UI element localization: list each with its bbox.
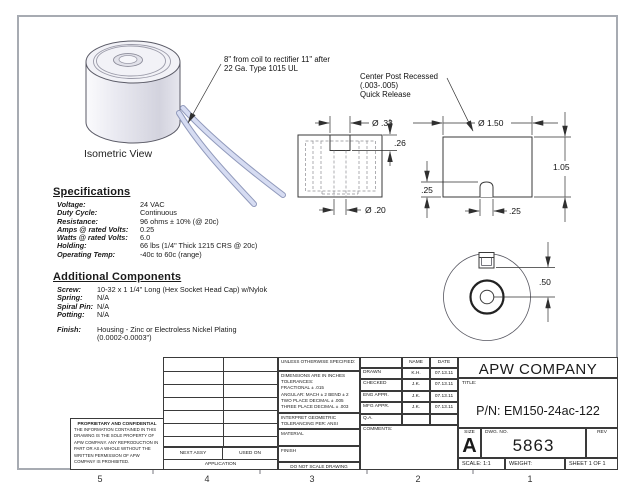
dim-height: 1.05 <box>553 162 570 172</box>
weight-cell: WEIGHT: <box>505 458 565 470</box>
svg-text:(.003-.005): (.003-.005) <box>360 81 399 90</box>
next-assy-cell: NEXT ASSY <box>163 447 223 460</box>
approval-name: K.H. <box>402 368 430 379</box>
approval-role: MFG APPR. <box>360 402 402 413</box>
company-name-cell: APW COMPANY <box>458 357 618 378</box>
component-row: Spiral Pin: N/A <box>57 301 110 311</box>
approval-date: 07.13.11 <box>430 379 458 390</box>
approval-role: DRAWN <box>360 368 402 379</box>
svg-text:Quick Release: Quick Release <box>360 90 411 99</box>
approval-date: 07.13.11 <box>430 368 458 379</box>
zone-mark-4: 4 <box>204 474 210 484</box>
approval-header-name: NAME <box>402 357 430 368</box>
revision-grid <box>163 357 278 447</box>
dim-bore-depth: .26 <box>394 138 406 148</box>
spec-row: Operating Temp: -40c to 60c (range) <box>57 249 202 259</box>
comments-cell: COMMENTS: <box>360 425 458 470</box>
dim-post-height: .25 <box>421 185 433 195</box>
finish-cell: FINISH <box>278 446 360 462</box>
additional-components-section <box>44 271 267 343</box>
application-cell: APPLICATION <box>163 459 278 470</box>
svg-text:Center Post Recessed: Center Post Recessed <box>360 72 439 81</box>
dwg-no-cell: DWG. NO. 5863 <box>481 428 586 458</box>
rev-cell: REV <box>586 428 618 458</box>
specifications-heading: Specifications <box>53 186 131 198</box>
dim-hole-dia: Ø .20 <box>365 205 386 215</box>
dim-outer-dia: Ø 1.50 <box>478 118 504 128</box>
approval-role: Q.A. <box>360 414 402 425</box>
part-number: P/N: EM150-24ac-122 <box>476 404 600 419</box>
interpret-geometric-cell: INTERPRET GEOMETRIC TOLERANCING PER: ANSI <box>278 413 360 429</box>
additional-components-heading: Additional Components <box>53 271 182 283</box>
finish-row-2: (0.0002-0.0003") <box>97 333 152 343</box>
title-label: TITLE: <box>462 381 477 386</box>
dim-bore-dia: Ø .33 <box>372 118 393 128</box>
material-cell: MATERIAL <box>278 429 360 446</box>
spec-row: Amps @ rated Volts: 0.25 <box>57 224 155 234</box>
svg-text:22 Ga. Type 1015 UL: 22 Ga. Type 1015 UL <box>224 64 298 73</box>
used-on-cell: USED ON <box>222 447 278 460</box>
tolerance-notes-cell: DIMENSIONS ARE IN INCHES TOLERANCES: FRACTIONAL ± .015 ANGULAR: MACH ± 2 BEND ± 2 TWO PLACE DECIMAL ± .005 THREE PLACE DECIMAL ± .003 <box>278 371 360 413</box>
component-row: Screw: 10-32 x 1 1/4" Long (Hex Socket Head Cap) w/Nylok <box>57 285 268 294</box>
spec-row: Resistance: 96 ohms ± 10% (@ 20c) <box>57 216 219 226</box>
proprietary-note: PROPRIETARY AND CONFIDENTIAL THE INFORMATION CONTAINED IN THIS DRAWING IS THE SOLE PROPERTY OF APW COMPANY. ANY REPRODUCTION IN PART OR AS A WHOLE WITHOUT THE WRITTEN PERMISSION OF APW COMPANY IS PROHIBITED. <box>70 418 164 470</box>
side-view <box>413 112 571 222</box>
wire-note <box>188 55 330 123</box>
approval-name: J.K. <box>402 391 430 402</box>
specifications-section <box>44 186 257 259</box>
component-row: Potting: N/A <box>57 309 110 319</box>
do-not-scale-cell: DO NOT SCALE DRAWING <box>278 462 360 470</box>
approval-role: CHECKED <box>360 379 402 390</box>
size-cell: SIZE A <box>458 428 481 458</box>
bottom-view <box>444 242 556 341</box>
zone-mark-1: 1 <box>527 474 533 484</box>
dim-post-offset: .50 <box>539 277 551 287</box>
spec-row: Voltage: 24 VAC <box>57 200 165 209</box>
approval-date <box>430 414 458 425</box>
approval-role: ENG APPR. <box>360 391 402 402</box>
sheet-cell: SHEET 1 OF 1 <box>565 458 618 470</box>
approval-header-role <box>360 357 402 368</box>
section-view <box>298 116 406 215</box>
finish-row: Finish: Housing - Zinc or Electroless Nickel Plating <box>57 325 237 335</box>
dwg-number: 5863 <box>512 436 555 456</box>
zone-mark-3: 3 <box>309 474 315 484</box>
dim-post-width: .25 <box>509 206 521 216</box>
size-value: A <box>462 435 477 458</box>
approval-date: 07.13.11 <box>430 402 458 413</box>
zone-mark-2: 2 <box>415 474 421 484</box>
approval-name <box>402 414 430 425</box>
approval-date: 07.13.11 <box>430 391 458 402</box>
spec-row: Watts @ rated Volts: 6.0 <box>57 233 151 243</box>
spec-row: Duty Cycle: Continuous <box>57 208 177 218</box>
approval-name: J.K. <box>402 379 430 390</box>
spec-row: Holding: 66 lbs (1/4" Thick 1215 CRS @ 20c) <box>57 241 258 251</box>
unless-otherwise-cell: UNLESS OTHERWISE SPECIFIED: <box>278 357 360 371</box>
isometric-view-label: Isometric View <box>84 148 153 160</box>
zone-mark-5: 5 <box>97 474 103 484</box>
svg-text:8" from coil to rectifier 11": 8" from coil to rectifier 11" after <box>224 55 330 64</box>
approval-header-date: DATE <box>430 357 458 368</box>
approval-name: J.K. <box>402 402 430 413</box>
title-cell <box>458 378 618 428</box>
component-row: Spring: N/A <box>57 293 110 303</box>
scale-cell: SCALE: 1:1 <box>458 458 505 470</box>
